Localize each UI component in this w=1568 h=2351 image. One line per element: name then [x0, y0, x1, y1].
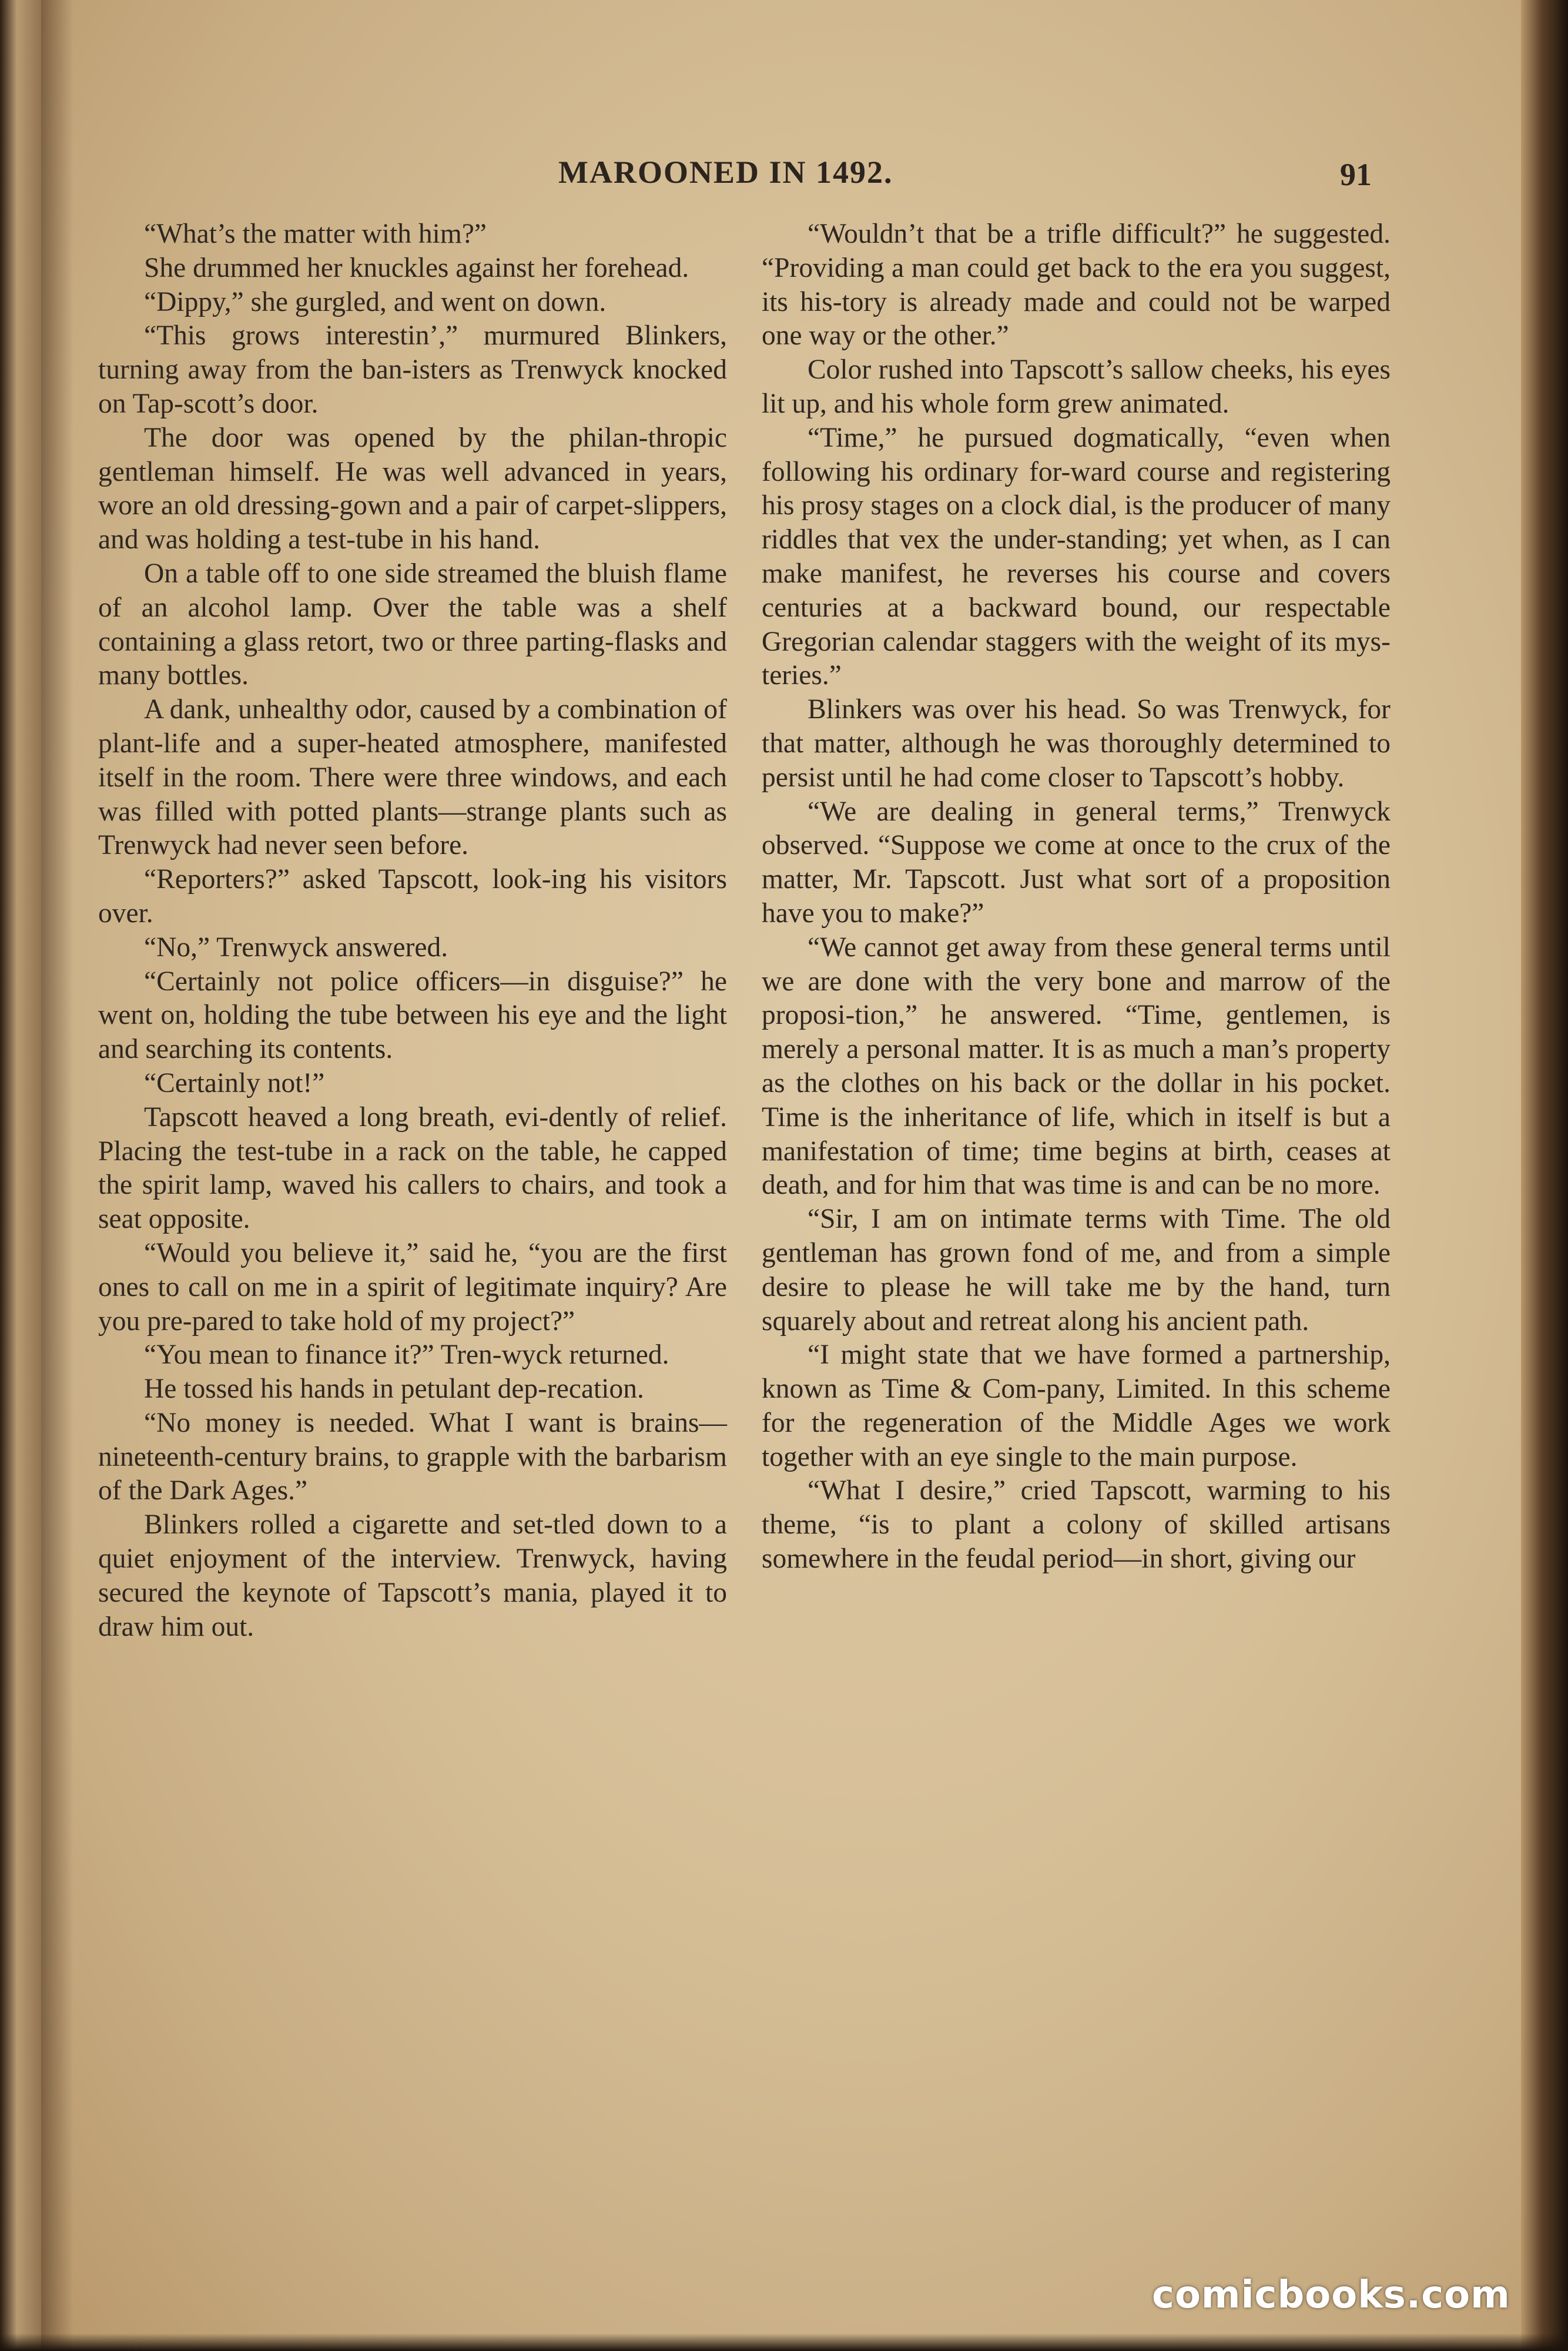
paragraph: “We are dealing in general terms,” Trenwyck observed. “Suppose we come at once to the crux of the matter, Mr. Tapscott. Just what sort of a proposition have you to make?” — [762, 796, 1391, 929]
paragraph: Blinkers rolled a cigarette and set-tled down to a quiet enjoyment of the interview. Trenwyck, having secured the keynote of Tapscott’s mania, played it to draw him out. — [98, 1509, 727, 1642]
paragraph: “Certainly not!” — [144, 1067, 325, 1099]
page-right-edge — [1521, 0, 1568, 2351]
paragraph: “No money is needed. What I want is brains—nineteenth-century brains, to grapple with the barbarism of the Dark Ages.” — [98, 1407, 727, 1506]
paragraph: “What I desire,” cried Tapscott, warming to his theme, “is to plant a colony of skilled artisans somewhere in the feudal period—in short, giving our — [762, 1475, 1391, 1575]
text-column-left — [98, 217, 727, 1644]
page-number: 91 — [1340, 157, 1372, 192]
paragraph: “Would you believe it,” said he, “you are the first ones to call on me in a spirit of legitimate inquiry? Are you pre-pared to take hold of my project?” — [98, 1237, 727, 1337]
facing-page-edge — [0, 0, 42, 2351]
paragraph: “We cannot get away from these general terms until we are done with the very bone and marrow of the proposi-tion,” he answered. “Time, gentlemen, is merely a personal matter. It is as much a man’s property as the clothes on his back or the dollar in his pocket. Time is the inheritance of life, which in itself is but a manifestation of time; time begins at birth, ceases at death, and for him that was time is and can be no more. — [762, 932, 1391, 1201]
paragraph: The door was opened by the philan-thropic gentleman himself. He was well advanced in years, wore an old dressing-gown and a pair of carpet-slippers, and was holding a test-tube in his hand. — [98, 422, 727, 555]
paragraph: A dank, unhealthy odor, caused by a combination of plant-life and a super-heated atmosphere, manifested itself in the room. There were three windows, and each was filled with potted plants—strange plants such as Trenwyck had never seen before. — [98, 694, 727, 861]
page-bottom-edge — [0, 2333, 1568, 2351]
paragraph: Tapscott heaved a long breath, evi-dently of relief. Placing the test-tube in a rack on the table, he capped the spirit lamp, waved his callers to chairs, and took a seat opposite. — [98, 1101, 727, 1235]
paragraph: “Sir, I am on intimate terms with Time. The old gentleman has grown fond of me, and from a simple desire to please he will take me by the hand, turn squarely about and retreat along his ancient path. — [762, 1204, 1391, 1337]
running-title: MAROONED IN 1492. — [558, 155, 893, 190]
paragraph: “You mean to finance it?” Tren-wyck returned. — [144, 1339, 669, 1371]
text-column-right — [762, 217, 1391, 1576]
paragraph: “Dippy,” she gurgled, and went on down. — [144, 286, 607, 317]
paragraph: On a table off to one side streamed the bluish flame of an alcohol lamp. Over the table was a shelf containing a glass retort, two or three parting-flasks and many bottles. — [98, 558, 727, 691]
binding-gutter-shadow — [41, 0, 73, 2351]
paragraph: “No,” Trenwyck answered. — [144, 932, 448, 963]
paragraph: “What’s the matter with him?” — [144, 219, 487, 249]
paragraph: “Time,” he pursued dogmatically, “even when following his ordinary for-ward course and registering his prosy stages on a clock dial, is the producer of many riddles that vex the under-standing; yet when, as I can make manifest, he reverses his course and covers centuries at a backward bound, our respectable Gregorian calendar staggers with the weight of its mys-teries.” — [762, 422, 1391, 691]
site-watermark: comicbooks.com — [1152, 2273, 1510, 2317]
paragraph: Color rushed into Tapscott’s sallow cheeks, his eyes lit up, and his whole form grew animated. — [762, 354, 1391, 419]
paragraph: “Reporters?” asked Tapscott, look-ing his visitors over. — [98, 864, 727, 929]
paragraph: Blinkers was over his head. So was Trenwyck, for that matter, although he was thoroughly determined to persist until he had come closer to Tapscott’s hobby. — [762, 694, 1391, 793]
paragraph: “This grows interestin’,” murmured Blinkers, turning away from the ban-isters as Trenwyck knocked on Tap-scott’s door. — [98, 320, 727, 419]
paragraph: “I might state that we have formed a partnership, known as Time & Com-pany, Limited. In this scheme for the regeneration of the Middle Ages we work together with an eye single to the main purpose. — [762, 1339, 1391, 1472]
paragraph: “Certainly not police officers—in disguise?” he went on, holding the tube between his eye and the light and searching its contents. — [98, 966, 727, 1065]
paragraph: He tossed his hands in petulant dep-recation. — [144, 1374, 644, 1405]
paragraph: She drummed her knuckles against her forehead. — [144, 252, 689, 283]
paragraph: “Wouldn’t that be a trifle difficult?” he suggested. “Providing a man could get back to the era you suggest, its his-tory is already made and could not be warped one way or the other.” — [762, 219, 1391, 351]
